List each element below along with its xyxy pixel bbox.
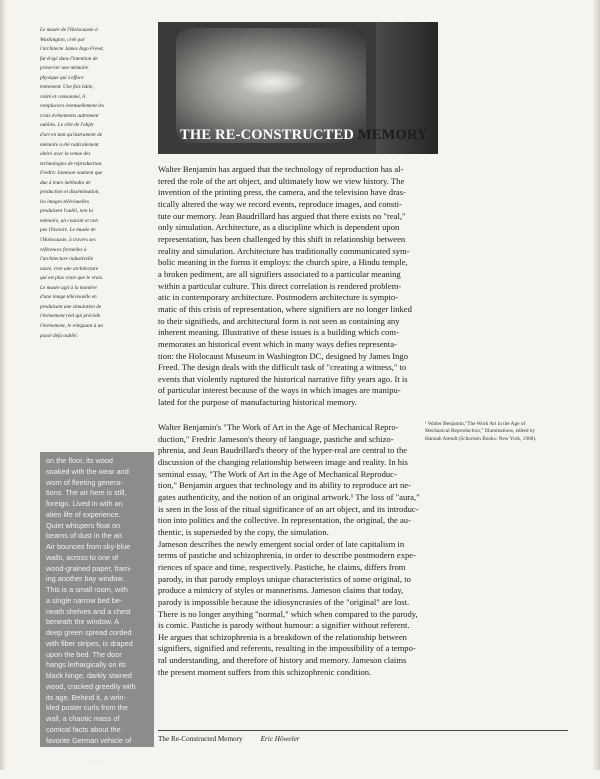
sidebar-box-line: deep green spread corded <box>46 628 132 637</box>
french-caption-line: Fredric Jameson soutient que <box>40 170 103 177</box>
sidebar-box-line: its day. Colourful and smil- <box>46 746 132 756</box>
footnote-line: ¹ Walter Benjamin,"The Work Art in the Age of <box>425 421 526 427</box>
body-line: tion: the Holocaust Museum in Washington DC, designed by James Ingo <box>158 350 409 361</box>
sidebar-box-line: the room by the open <box>46 767 115 777</box>
body-line: He argues that schizophrenia is a breakdown of the relationship between <box>158 631 407 642</box>
title-part-dark: MEMORY <box>354 127 428 143</box>
sidebar-box-text <box>46 456 150 779</box>
body-line: Walter Benjamin has argued that the technology of reproduction has al- <box>158 164 404 174</box>
body-line: tute our memory. Jean Baudrillard has argued that there exists no "real," <box>158 210 406 221</box>
sidebar-box-line: Air bounces from sky-blue <box>46 542 131 551</box>
body-line: Freed. The design deals with the difficult task of "creating a witness," to <box>158 362 407 373</box>
page-footer <box>158 735 300 743</box>
body-line: There is no longer anything "normal," which when compared to the parody, <box>158 608 418 619</box>
body-line: phrenia, and Jean Baudrillard's theory of the hyper-real are central to the <box>158 445 408 456</box>
sidebar-box-line: tions. The air here is still, <box>46 488 127 498</box>
body-line: to their signifieds, and architectural form is not seen as containing any <box>158 315 400 326</box>
body-line: terms of pastiche and schizophrenia, in order to describe postmodern expe- <box>158 550 416 561</box>
body-line: tion into politics and the collective. In representation, the original, the au- <box>158 515 411 526</box>
body-line: the present moment suffers from this schizophrenic condition. <box>158 666 372 677</box>
body-line: inherent meaning. Illustrative of these issues is a building which com- <box>158 327 399 338</box>
sidebar-box-line: beams of dust in the air. <box>46 531 124 541</box>
body-line: parody, in that parody employs unique characteristics of some original, to <box>158 573 411 584</box>
body-line: matic of this crisis of representation, where signifiers are no longer linked <box>158 303 412 314</box>
french-caption-line: mémoire, un courant et non <box>40 217 98 224</box>
body-line: is seen in the loss of the ritual significance of an art object, and its introduc- <box>158 503 419 514</box>
body-line: riences of space and time, respectively. Pastiche, he claims, differs from <box>158 561 406 572</box>
french-caption-line: Le musée agit à la manière <box>40 284 97 291</box>
body-line: atic in contemporary architecture. Postmodern architecture is sympto- <box>158 292 399 303</box>
french-caption-line: fut érigé dans l'intention de <box>40 55 98 62</box>
sidebar-box <box>40 452 154 777</box>
sidebar-box-line: neath shelves and a chest <box>46 606 131 616</box>
body-line: tion," Benjamin argues that technology and its ability to reproduce art ne- <box>158 480 411 491</box>
scan-edge-left <box>0 0 6 770</box>
sidebar-box-line: on the floor, its wood <box>46 456 113 465</box>
body-line: produce a mimicry of styles or mannerisms. Jameson claims that today, <box>158 585 404 596</box>
sidebar-box-line: black hinge, darkly stained <box>46 671 132 680</box>
footer-author: Eric Höweler <box>260 735 300 743</box>
sidebar-box-line: favorite German vehicle of <box>46 735 132 745</box>
french-caption-line: l'architecte James Ingo Freed, <box>40 46 104 53</box>
body-line: of particular interest because of the ways in which images are manipu- <box>158 385 401 396</box>
body-line: discussion of the changing relationship between image and reality. In his <box>158 456 408 467</box>
french-caption-line: lentement. Une fois bâtie, <box>40 84 94 91</box>
french-caption-line: l'événement, le reléguant à un <box>40 322 103 329</box>
french-caption-line: pas l'histoire. Le musée de <box>40 227 96 234</box>
body-line: is comic. Pastiche is parody without humour: a signifier without referent. <box>158 620 410 631</box>
sidebar-box-line: foreign. Lived in with an <box>46 499 123 508</box>
body-line: a broken pediment, are all signifiers associated to a particular meaning <box>158 268 401 279</box>
french-caption-line: oubliés. Le rôle de l'objet <box>40 122 94 129</box>
sidebar-box-line: beneath the window. A <box>46 617 120 627</box>
body-line: ral understanding, and therefore of history and memory. Jameson claims <box>158 655 407 666</box>
tv-screen <box>176 28 366 143</box>
body-line: signifiers, signified and referents, resulting in the impossibility of a tempo- <box>158 643 416 654</box>
body-line: thentic, is superseded by the copy, the simulation. <box>158 526 329 537</box>
sidebar-box-line: comical facts about the <box>46 724 121 734</box>
footer-title: The Re-Constructed Memory <box>158 735 243 743</box>
sidebar-box-line: wall, a chaotic mass of <box>46 714 120 723</box>
french-caption-line: Washington, créé par <box>40 36 85 43</box>
french-caption-line: technologies de reproduction. <box>40 160 103 167</box>
sidebar-box-line: This is a small room, with <box>46 585 128 594</box>
sidebar-box-line: wood, cracked greedily with <box>46 681 136 691</box>
french-caption-line: d'une image télévisuelle en <box>40 294 97 301</box>
body-line: memorates an historical event which in many ways defies representa- <box>158 338 397 349</box>
body-line: duction," Fredric Jameson's theory of language, pastiche and schizo- <box>158 433 394 444</box>
sidebar-box-line: Quiet whispers float on <box>46 520 121 530</box>
french-caption-line: l'architecture industrielle <box>40 256 94 263</box>
body-line: tered the role of the art object, and ultimately how we view history. The <box>158 175 405 186</box>
tv-screen-glow <box>238 68 308 96</box>
footnote <box>425 421 585 443</box>
french-caption-line: produisant une simulation de <box>40 303 102 310</box>
french-caption-line: qui est plus vraie que le vrais. <box>40 275 104 282</box>
body-line: gates authenticity, and the notion of an original artwork.¹ The loss of "aura," <box>158 491 420 502</box>
footnote-line: Mechanical Reproduction," Illuminations, edited by <box>425 428 536 435</box>
sidebar-box-line: a single narrow bed be- <box>46 595 123 605</box>
body-line: only simulation. Architecture, as a discipline which is dependent upon <box>158 222 400 233</box>
body-line: events that violently ruptured the historical narrative fifty years ago. It is <box>158 373 408 384</box>
french-caption-line: physique qui s'efface <box>40 74 84 81</box>
french-caption-line: mémoire a été radicalement <box>40 141 99 148</box>
body-line: Jameson describes the newly emergent social order of late capitalism in <box>158 538 405 549</box>
french-caption-line: références formelles à <box>40 246 87 253</box>
body-paragraph-2 <box>158 422 568 678</box>
article-title <box>180 127 428 144</box>
body-line: tically altered the way we record events, reproduce images, and consti- <box>158 198 402 209</box>
title-part-white: THE RE-CONSTRUCTED <box>180 127 355 143</box>
french-caption-line: remplacera éventuellement les <box>40 103 104 110</box>
scan-edge-right <box>592 0 600 770</box>
sidebar-box-line: alien life of experience. <box>46 509 121 519</box>
body-line: within a particular culture. This direct correlation is rendered problem- <box>158 280 402 291</box>
french-caption-line: due à leurs méthodes de <box>40 179 91 186</box>
french-caption-line: produisent l'oubli, non la <box>40 208 93 215</box>
french-caption-line: production et dissémination, <box>40 189 100 196</box>
footer-rule <box>158 730 568 731</box>
body-line: seminal essay, "The Work of Art in the Age of Mechanical Reproduc- <box>158 468 397 479</box>
french-caption-line: visité et consommé, il <box>40 93 86 100</box>
french-caption-line: les images télévisuelles <box>40 198 89 205</box>
french-caption-line: Le musée de l'Holocauste à <box>40 27 98 33</box>
french-caption <box>40 26 152 341</box>
french-caption-line: vrais événements autrement <box>40 112 99 119</box>
body-line: reality and simulation. Architecture has traditionally communicated sym- <box>158 245 410 256</box>
french-caption-line: passé déjà oublié. <box>40 332 78 339</box>
french-caption-line: l'Holocauste, à travers ses <box>40 237 96 244</box>
french-caption-line: altéré avec la venue des <box>40 151 91 158</box>
french-caption-line: préserver une mémoire <box>40 65 89 72</box>
body-line: bolic meaning in the forms it employs: the church spire, a Hindu temple, <box>158 257 408 268</box>
body-line: parody is impossible because the idiosyncrasies of the "original" are lost. <box>158 596 410 607</box>
body-line: lated for the purpose of manufacturing historical memory. <box>158 397 357 408</box>
sidebar-box-line: its age. Behind it, a wrin- <box>46 692 126 702</box>
body-line: Walter Benjamin's "The Work of Art in the Age of Mechanical Repro- <box>158 422 399 432</box>
body-line: representation, has been challenged by this shift in relationship between <box>158 233 406 244</box>
body-paragraph-1 <box>158 164 568 409</box>
sidebar-box-line: wood-grained paper, fram- <box>46 563 132 573</box>
french-caption-line: l'événement réel qui précède <box>40 313 101 320</box>
sidebar-box-line: hangs lethargically on its <box>46 660 126 670</box>
sidebar-box-line: walls, across to one of <box>46 552 119 562</box>
sidebar-box-line: upon the bed. The door <box>46 649 122 659</box>
french-caption-line: nazie, crée une architecture <box>40 265 99 272</box>
sidebar-box-line: soaked with the wear and <box>46 466 129 476</box>
sidebar-box-line: ing, it is yet hidden from <box>46 757 124 766</box>
footnote-line: Hannah Arendt (Schocken Books: New York, 1968). <box>425 435 537 442</box>
sidebar-box-line: ing another bay window. <box>46 574 125 584</box>
french-caption-line: d'art en tant qu'instrument de <box>40 132 103 139</box>
body-line: invention of the printing press, the camera, and the television have dras- <box>158 187 406 198</box>
sidebar-box-line: with fiber stripes, is draped <box>46 638 133 648</box>
sidebar-box-line: kled poster curls from the <box>46 703 128 713</box>
sidebar-box-line: worn of fleeting genera- <box>46 477 123 487</box>
